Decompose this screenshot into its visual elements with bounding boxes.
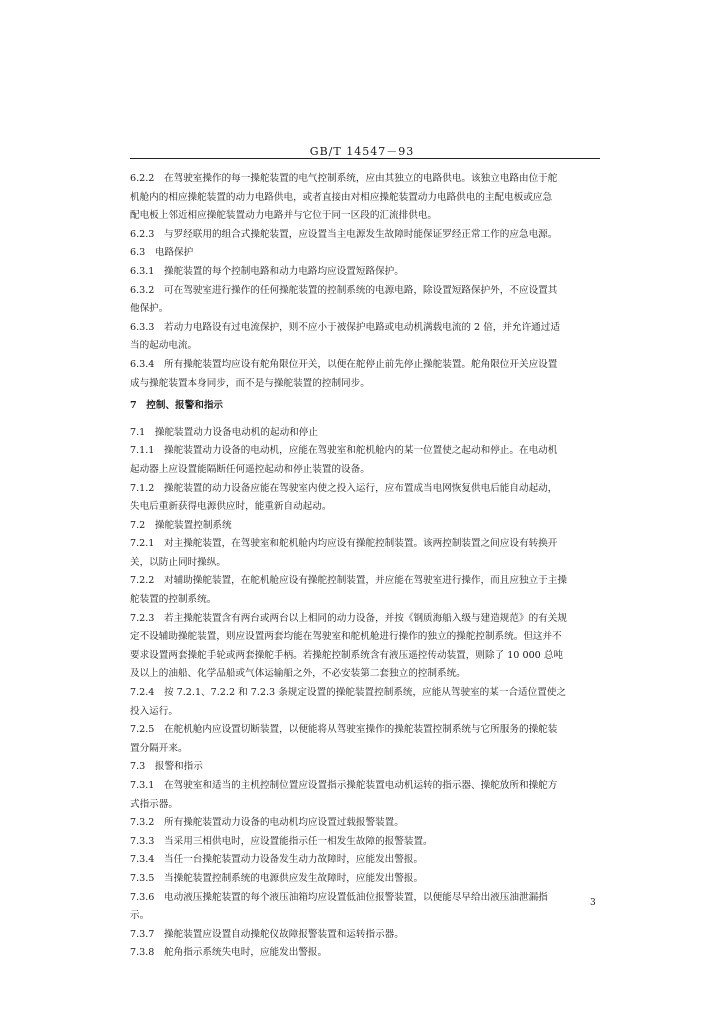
text-line: 他保护。: [130, 303, 169, 315]
text-line: 7.2.5 在舵机舱内应设置切断装置，以便能将从驾驶室操作的操舵装置控制系统与它所服务的操舵装: [130, 724, 558, 736]
header-rule: [130, 158, 600, 159]
text-line: 6.2.3 与罗经联用的组合式操舵装置，应设置当主电源发生故障时能保证罗经正常工作的应急电源。: [130, 228, 558, 240]
clause-paragraph: [130, 870, 600, 889]
text-line: 起动器上应设置能隔断任何遥控起动和停止装置的设备。: [130, 463, 370, 475]
text-line: 机舱内的相应操舵装置的动力电路供电，或者直接由对相应操舵装置动力电路供电的主配电板或应急: [130, 191, 553, 203]
text-line: 7.2.1 对主操舵装置，在驾驶室和舵机舱内均应设有操舵控制装置。该两控制装置之间应设有转换开: [130, 538, 558, 550]
clause-paragraph: [130, 610, 600, 684]
clause-paragraph: [130, 244, 600, 263]
standard-header: GB/T 14547－93: [309, 145, 415, 158]
clause-paragraph: [130, 480, 600, 517]
text-line: 7.3.6 电动液压操舵装置的每个液压油箱均应设置低油位报警装置，以便能尽早给出液压油泄漏指: [130, 891, 548, 903]
clause-paragraph: [130, 170, 600, 226]
text-line: 7.2 操舵装置控制系统: [130, 519, 232, 531]
clause-paragraph: [130, 721, 600, 758]
text-line: 6.3.3 若动力电路设有过电流保护，则不应小于被保护电路或电动机满载电流的 2 倍，并允许通过适: [130, 321, 560, 333]
text-line: 舵装置的控制系统。: [130, 594, 217, 606]
clause-paragraph: [130, 535, 600, 572]
clause-paragraph: [130, 263, 600, 282]
text-line: 7.2.4 按 7.2.1、7.2.2 和 7.2.3 条规定设置的操舵装置控制系统，应能从驾驶室的某一合适位置使之: [130, 687, 567, 699]
text-line: 6.3.2 可在驾驶室进行操作的任何操舵装置的控制系统的电源电路，除设置短路保护外，不应设置其: [130, 284, 558, 296]
text-line: 7.3.7 操舵装置应设置自动操舵仪故障报警装置和运转指示器。: [130, 928, 404, 940]
text-line: 投入运行。: [130, 705, 178, 717]
text-line: 7.3.5 当操舵装置控制系统的电源供应发生故障时，应能发出警报。: [130, 872, 424, 884]
text-line: 7.3.1 在驾驶室和适当的主机控制位置应设置指示操舵装置电动机运转的指示器、操舵放所和操舵方: [130, 780, 558, 791]
text-line: 7.3.8 舵角指示系统失电时，应能发出警报。: [130, 947, 328, 959]
text-line: 式指示器。: [130, 798, 178, 810]
clause-paragraph: [130, 684, 600, 721]
text-line: 7.2.2 对辅助操舵装置，在舵机舱应设有操舵控制装置，并应能在驾驶室进行操作，而且应独立于主操: [130, 575, 567, 587]
text-line: 7.2.3 若主操舵装置含有两台或两台以上相同的动力设备，并按《钢质海船入级与建造规范》的有关规: [130, 612, 567, 624]
text-line: 6.3.1 操舵装置的每个控制电路和动力电路均应设置短路保护。: [130, 265, 404, 277]
clause-paragraph: [130, 572, 600, 609]
clause-paragraph: [130, 851, 600, 870]
text-line: 7.1.1 操舵装置动力设备的电动机，应能在驾驶室和舵机舱内的某一位置使之起动和停止。在电动机: [130, 445, 558, 457]
text-line: 定不设辅助操舵装置，则应设置两套均能在驾驶室和舵机舱进行操作的独立的操舵控制系统。但这并不: [130, 631, 562, 643]
clause-paragraph: [130, 517, 600, 536]
text-line: 6.3.4 所有操舵装置均应设有舵角限位开关，以便在舵停止前先停止操舵装置。舵角限位开关应设置: [130, 358, 558, 370]
section-title: 7 控制、报警和指示: [130, 400, 224, 412]
text-line: 6.3 电路保护: [130, 247, 194, 259]
document-body: [130, 170, 600, 963]
text-line: 要求设置两套操舵手轮或两套操舵手柄。若操舵控制系统含有液压遥控传动装置，则除了 10 000 总吨: [130, 649, 564, 661]
text-line: 当的起动电流。: [130, 340, 198, 352]
clause-paragraph: [130, 424, 600, 443]
text-line: 及以上的油船、化学品船或气体运输船之外，不必安装第二套独立的控制系统。: [130, 668, 466, 680]
clause-paragraph: [130, 282, 600, 319]
page-number: 3: [590, 898, 596, 908]
text-line: 7.3.4 当任一台操舵装置动力设备发生动力故障时，应能发出警报。: [130, 854, 424, 866]
clause-paragraph: [130, 442, 600, 479]
text-line: 成与操舵装置本身同步，而不是与操舵装置的控制同步。: [130, 377, 370, 389]
clause-paragraph: [130, 758, 600, 777]
text-line: 配电板上邻近相应操舵装置动力电路并与它位于同一区段的汇流排供电。: [130, 210, 437, 222]
text-line: 示。: [130, 910, 150, 922]
text-line: 7.3.3 当采用三相供电时，应设置能指示任一相发生故障的报警装置。: [130, 835, 433, 847]
text-line: 6.2.2 在驾驶室操作的每一操舵装置的电气控制系统，应由其独立的电路供电。该独立电路由位于舵: [130, 173, 558, 184]
text-line: 置分隔开来。: [130, 742, 188, 754]
clause-paragraph: [130, 356, 600, 393]
clause-paragraph: [130, 833, 600, 852]
clause-paragraph: [130, 319, 600, 356]
text-line: 7.3 报警和指示: [130, 761, 203, 773]
clause-paragraph: [130, 889, 600, 926]
clause-paragraph: [130, 926, 600, 945]
clause-paragraph: [130, 226, 600, 245]
clause-paragraph: [130, 814, 600, 833]
text-line: 7.1.2 操舵装置的动力设备应能在驾驶室内使之投入运行，应布置成当电网恢复供电后能自动起动，: [130, 482, 558, 494]
text-line: 7.3.2 所有操舵装置动力设备的电动机均应设置过载报警装置。: [130, 817, 404, 829]
text-line: 7.1 操舵装置动力设备电动机的起动和停止: [130, 426, 318, 438]
text-line: 失电后重新获得电源供应时，能重新自动起动。: [130, 501, 332, 513]
text-line: 关，以防止同时操纵。: [130, 556, 226, 568]
clause-paragraph: [130, 944, 600, 963]
clause-paragraph: [130, 777, 600, 814]
